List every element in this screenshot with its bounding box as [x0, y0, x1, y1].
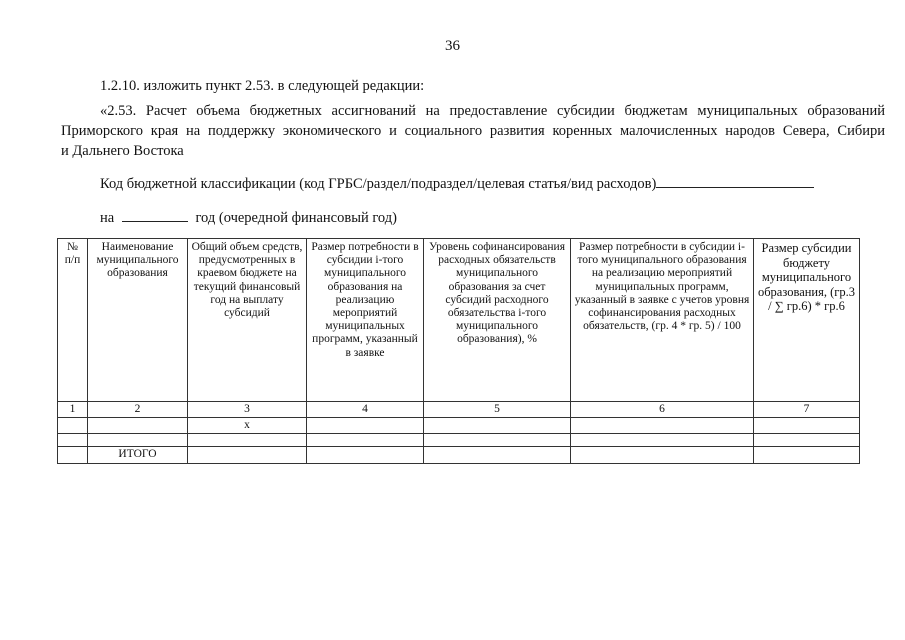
total-row	[58, 447, 860, 463]
header-cell: Общий объем средств, предусмотренных в краевом бюджете на текущий финансовый год на выплату субсидий	[188, 239, 307, 402]
table-cell	[571, 434, 754, 447]
table-cell	[754, 447, 860, 463]
header-cell: Уровень софинансирования расходных обязательств муниципального образования за счет субсидий расходного обязательства i-того муниципального образования), %	[424, 239, 571, 402]
section-heading	[61, 101, 885, 161]
table-cell	[424, 447, 571, 463]
column-number: 3	[188, 402, 307, 418]
header-row	[58, 239, 860, 402]
table-cell	[58, 447, 88, 463]
year-line	[100, 207, 397, 228]
table-cell	[188, 447, 307, 463]
total-label: ИТОГО	[88, 447, 188, 463]
column-number: 7	[754, 402, 860, 418]
table-cell	[571, 447, 754, 463]
column-number: 1	[58, 402, 88, 418]
page-number: 36	[445, 38, 460, 54]
table-row	[58, 434, 860, 447]
table-cell	[424, 418, 571, 434]
header-cell: № п/п	[58, 239, 88, 402]
table-cell	[754, 434, 860, 447]
column-number-row	[58, 402, 860, 418]
year-blank	[122, 207, 188, 222]
column-number: 2	[88, 402, 188, 418]
section-heading-line-3: и Дальнего Востока	[61, 143, 184, 159]
budget-classification-line	[100, 173, 814, 194]
table-cell	[754, 418, 860, 434]
table-cell	[58, 418, 88, 434]
year-prefix: на	[100, 210, 115, 226]
year-suffix: год (очередной финансовый год)	[195, 210, 397, 226]
header-cell: Наименование муниципального образования	[88, 239, 188, 402]
column-number: 5	[424, 402, 571, 418]
header-cell: Размер субсидии бюджету муниципального образования, (гр.3 / ∑ гр.6) * гр.6	[754, 239, 860, 402]
budget-classification-blank	[656, 173, 814, 188]
header-cell: Размер потребности в субсидии i-того муниципального образования на реализацию мероприятий муниципальных программ, указанный в заявке с учетов уровня софинансирования расходных обязательств, (гр. 4 * гр. 5) / 100	[571, 239, 754, 402]
table-cell	[424, 434, 571, 447]
table-cell	[88, 418, 188, 434]
table-cell	[571, 418, 754, 434]
table-cell	[307, 418, 424, 434]
table-cell	[188, 434, 307, 447]
table-cell	[307, 434, 424, 447]
column-number: 6	[571, 402, 754, 418]
header-cell: Размер потребности в субсидии i-того муниципального образования на реализацию мероприятий муниципальных программ, указанный в заявке	[307, 239, 424, 402]
column-number: 4	[307, 402, 424, 418]
table-cell	[88, 434, 188, 447]
table-cell	[58, 434, 88, 447]
amendment-item: 1.2.10. изложить пункт 2.53. в следующей редакции:	[100, 78, 425, 94]
x-mark-cell: х	[188, 418, 307, 434]
subsidy-calculation-table	[57, 238, 860, 464]
table-cell	[307, 447, 424, 463]
section-heading-line-1: «2.53. Расчет объема бюджетных ассигнований на предоставление субсидии бюджетам муниципальных образований	[100, 103, 885, 119]
budget-classification-label: Код бюджетной классификации (код ГРБС/раздел/подраздел/целевая статья/вид расходов)	[100, 176, 657, 192]
section-heading-line-2: Приморского края на поддержку экономического и социального развития коренных малочисленных народов Севера, Сибири	[61, 123, 885, 139]
table-row	[58, 418, 860, 434]
